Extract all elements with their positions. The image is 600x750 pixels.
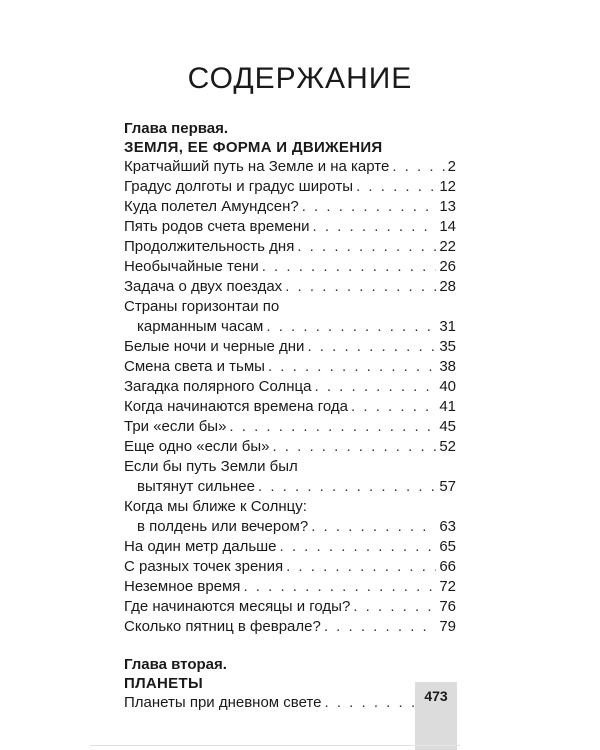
chapter-gap — [124, 637, 456, 655]
entry-page-number: 38 — [439, 358, 456, 375]
toc-entry — [124, 237, 456, 257]
dot-leader — [285, 277, 436, 297]
entry-title: С разных точек зрения — [124, 558, 284, 575]
chapter-title: ЗЕМЛЯ, ЕЕ ФОРМА И ДВИЖЕНИЯ — [124, 139, 383, 156]
entry-title: Необычайные тени — [124, 258, 259, 275]
toc-entry — [124, 497, 456, 537]
toc-entry — [124, 257, 456, 277]
toc-entry — [124, 457, 456, 497]
toc-entry — [124, 297, 456, 337]
page-title: СОДЕРЖАНИЕ — [187, 62, 413, 95]
toc-entry — [124, 157, 456, 177]
dot-leader — [258, 477, 436, 497]
chapter-label: Глава первая. — [124, 120, 229, 137]
dot-leader — [243, 577, 436, 597]
chapter-entries — [124, 693, 456, 713]
dot-leader — [353, 597, 436, 617]
entry-page-number: 40 — [439, 378, 456, 395]
toc-entry — [124, 277, 456, 297]
dot-leader — [266, 317, 436, 337]
page-number-tab — [415, 682, 457, 750]
toc-entry — [124, 577, 456, 597]
entry-title: Сколько пятниц в феврале? — [124, 618, 321, 635]
entry-page-number: 28 — [439, 278, 456, 295]
dot-leader — [313, 217, 437, 237]
toc-entry — [124, 177, 456, 197]
chapter-title: ПЛАНЕТЫ — [124, 675, 203, 692]
entry-page-number: 52 — [439, 438, 456, 455]
entry-page-number: 57 — [439, 478, 456, 495]
entry-title: вытянут сильнее — [137, 478, 255, 495]
bottom-rule — [90, 745, 460, 746]
entry-page-number: 41 — [439, 398, 456, 415]
entry-page-number: 31 — [439, 318, 456, 335]
entry-page-number: 45 — [439, 418, 456, 435]
entry-title: Когда начинаются времена года — [124, 398, 349, 415]
entry-page-number: 79 — [439, 618, 456, 635]
dot-leader — [297, 237, 436, 257]
entry-title: Неземное время — [124, 578, 241, 595]
entry-title: Страны горизонтаи по — [124, 298, 280, 315]
entry-title: Белые ночи и черные дни — [124, 338, 305, 355]
dot-leader — [268, 357, 436, 377]
entry-title: Смена света и тьмы — [124, 358, 265, 375]
entry-title: Пять родов счета времени — [124, 218, 310, 235]
toc-entry — [124, 617, 456, 637]
dot-leader — [351, 397, 436, 417]
chapter-entries — [124, 157, 456, 637]
dot-leader — [302, 197, 437, 217]
entry-title: Куда полетел Амундсен? — [124, 198, 299, 215]
toc-entry — [124, 397, 456, 417]
toc-entry — [124, 197, 456, 217]
entry-title: Если бы путь Земли был — [124, 458, 298, 475]
entry-title: Где начинаются месяцы и годы? — [124, 598, 351, 615]
dot-leader — [280, 537, 437, 557]
entry-title: Когда мы ближе к Солнцу: — [124, 498, 307, 515]
entry-page-number: 72 — [439, 578, 456, 595]
entry-page-number: 14 — [439, 218, 456, 235]
entry-page-number: 13 — [439, 198, 456, 215]
entry-title: Планеты при дневном свете — [124, 694, 322, 711]
toc-entry — [124, 537, 456, 557]
dot-leader — [229, 417, 436, 437]
entry-page-number: 2 — [447, 158, 456, 175]
entry-title: Задача о двух поездах — [124, 278, 283, 295]
page-number: 473 — [424, 688, 448, 704]
entry-page-number: 26 — [439, 258, 456, 275]
entry-title: Градус долготы и градус широты — [124, 178, 354, 195]
dot-leader — [311, 517, 436, 537]
dot-leader — [272, 437, 436, 457]
toc-entry — [124, 693, 456, 713]
toc-entry — [124, 337, 456, 357]
toc-entry — [124, 357, 456, 377]
entry-title: Продолжительность дня — [124, 238, 295, 255]
entry-page-number: 63 — [439, 518, 456, 535]
entry-page-number: 35 — [439, 338, 456, 355]
entry-page-number: 22 — [439, 238, 456, 255]
entry-title: Три «если бы» — [124, 418, 227, 435]
dot-leader — [356, 177, 436, 197]
toc-entry — [124, 417, 456, 437]
dot-leader — [286, 557, 436, 577]
dot-leader — [315, 377, 437, 397]
dot-leader — [324, 617, 436, 637]
entry-page-number: 76 — [439, 598, 456, 615]
entry-page-number: 65 — [439, 538, 456, 555]
entry-title: На один метр дальше — [124, 538, 277, 555]
toc-entry — [124, 377, 456, 397]
toc-entry — [124, 217, 456, 237]
table-of-contents — [124, 119, 456, 713]
entry-title: карманным часам — [137, 318, 264, 335]
entry-title: Еще одно «если бы» — [124, 438, 270, 455]
entry-title: Кратчайший путь на Земле и на карте — [124, 158, 390, 175]
chapter-label: Глава вторая. — [124, 656, 227, 673]
toc-entry — [124, 557, 456, 577]
entry-title: в полдень или вечером? — [137, 518, 309, 535]
toc-entry — [124, 597, 456, 617]
dot-leader — [262, 257, 437, 277]
entry-title: Загадка полярного Солнца — [124, 378, 312, 395]
dot-leader — [392, 157, 444, 177]
entry-page-number: 12 — [439, 178, 456, 195]
toc-entry — [124, 437, 456, 457]
dot-leader — [307, 337, 436, 357]
entry-page-number: 66 — [439, 558, 456, 575]
